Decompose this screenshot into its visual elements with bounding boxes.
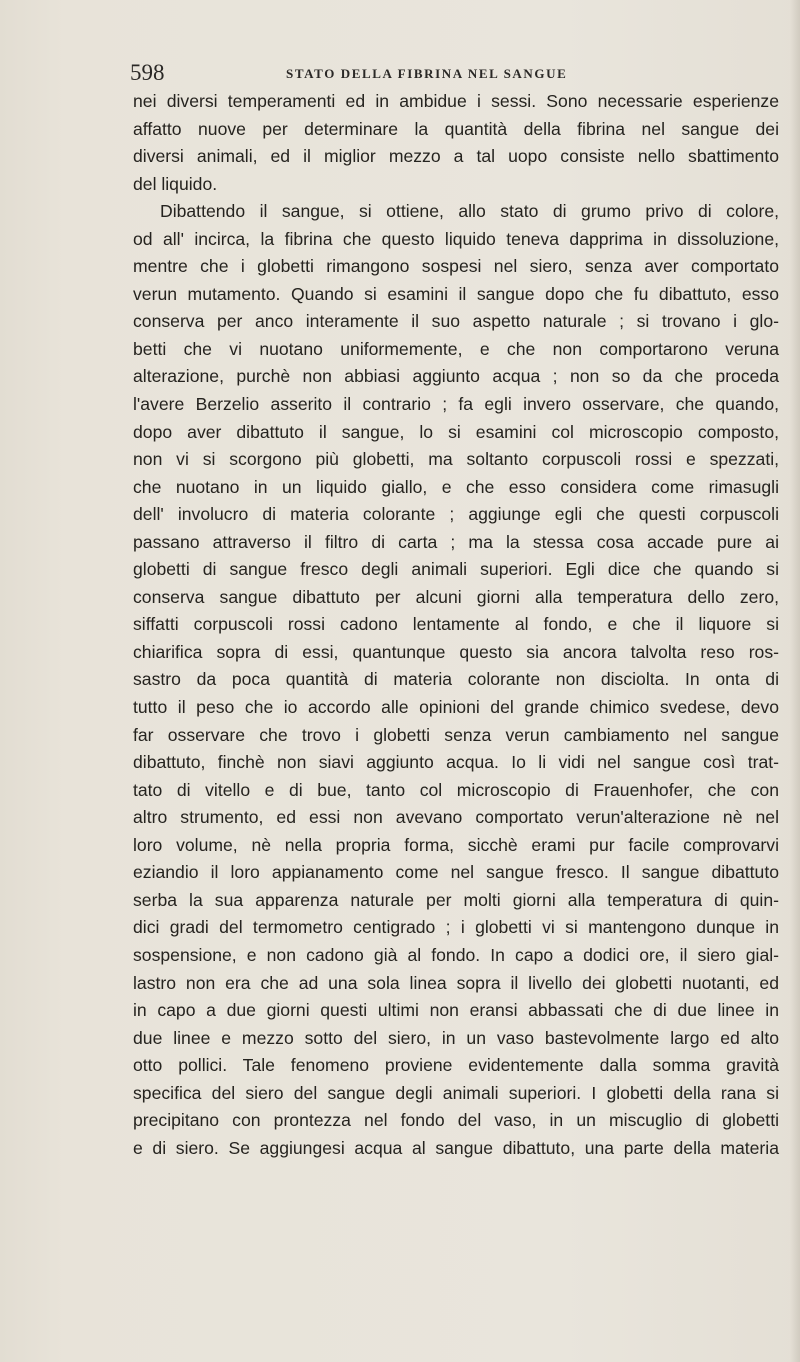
running-head [130,60,790,90]
text-line: Dibattendo il sangue, si ottiene, allo stato di grumo privo di colore, [160,201,779,222]
text-line: dibattuto, finchè non siavi aggiunto acqua. Io li vidi nel sangue così trat- [133,752,779,773]
text-line: dici gradi del termometro centigrado ; i globetti vi si mantengono dunque in [133,917,779,938]
text-line: che nuotano in un liquido giallo, e che esso considera come rimasugli [133,476,779,497]
text-line: eziandio il loro appianamento come nel sangue fresco. Il sangue dibattuto [133,862,779,883]
text-line: sospensione, e non cadono già al fondo. In capo a dodici ore, il siero gial- [133,944,779,965]
text-line: tato di vitello e di bue, tanto col microscopio di Frauenhofer, che con [133,779,779,800]
text-line: siffatti corpuscoli rossi cadono lentamente al fondo, e che il liquore si [133,614,779,635]
text-line: dell' involucro di materia colorante ; aggiunge egli che questi corpuscoli [133,504,779,525]
text-line: betti che vi nuotano uniformemente, e che non comportarono veruna [133,338,779,359]
text-line: precipitano con prontezza nel fondo del vaso, in un miscuglio di globetti [133,1110,779,1131]
text-line: tutto il peso che io accordo alle opinioni del grande chimico svedese, devo [133,697,779,718]
text-line: conserva per anco interamente il suo aspetto naturale ; si trovano i glo- [133,311,779,332]
text-line: mentre che i globetti rimangono sospesi nel siero, senza aver comportato [133,256,779,277]
text-line: e di siero. Se aggiungesi acqua al sangue dibattuto, una parte della materia [133,1137,779,1158]
text-line: conserva sangue dibattuto per alcuni giorni alla temperatura dello zero, [133,586,779,607]
text-line: affatto nuove per determinare la quantità della fibrina nel sangue dei [133,118,779,139]
text-line: due linee e mezzo sotto del siero, in un vaso bastevolmente largo ed alto [133,1027,779,1048]
text-line: od all' incirca, la fibrina che questo liquido teneva dapprima in dissoluzione, [133,228,779,249]
text-line: nei diversi temperamenti ed in ambidue i sessi. Sono necessarie esperienze [133,91,779,111]
text-line: dopo aver dibattuto il sangue, lo si esamini col microscopio composto, [133,421,779,442]
text-line: sastro da poca quantità di materia colorante non disciolta. In onta di [133,669,779,690]
text-line: serba la sua apparenza naturale per molti giorni alla temperatura di quin- [133,889,779,910]
text-line: globetti di sangue fresco degli animali superiori. Egli dice che quando si [133,559,779,580]
text-line: del liquido. [133,173,218,194]
text-line: altro strumento, ed essi non avevano comportato verun'alterazione nè nel [133,807,779,828]
text-line: l'avere Berzelio asserito il contrario ; fa egli invero osservare, che quando, [133,394,779,415]
text-line: loro volume, nè nella propria forma, sicchè erami pur facile comprovarvi [133,834,779,855]
running-title: STATO DELLA FIBRINA NEL SANGUE [286,66,568,81]
text-line: passano attraverso il filtro di carta ; ma la stessa cosa accade pure ai [133,531,779,552]
text-line: alterazione, purchè non abbiasi aggiunto acqua ; non so da che proceda [133,366,779,387]
text-line: otto pollici. Tale fenomeno proviene evidentemente dalla somma gravità [133,1055,779,1076]
body-text [133,88,779,1162]
text-line: verun mutamento. Quando si esamini il sangue dopo che fu dibattuto, esso [133,283,779,304]
page-edge-shadow [790,0,800,1362]
text-line: far osservare che trovo i globetti senza verun cambiamento nel sangue [133,724,779,745]
text-line: lastro non era che ad una sola linea sopra il livello dei globetti nuotanti, ed [133,972,779,993]
text-line: non vi si scorgono più globetti, ma soltanto corpuscoli rossi e spezzati, [133,449,779,470]
text-line: chiarifica sopra di essi, quantunque questo sia ancora talvolta reso ros- [133,641,779,662]
text-line: in capo a due giorni questi ultimi non eransi abbassati che di due linee in [133,1000,779,1021]
text-line: diversi animali, ed il miglior mezzo a tal uopo consiste nello sbattimento [133,146,779,167]
text-line: specifica del siero del sangue degli animali superiori. I globetti della rana si [133,1082,779,1103]
page-number: 598 [130,60,165,85]
